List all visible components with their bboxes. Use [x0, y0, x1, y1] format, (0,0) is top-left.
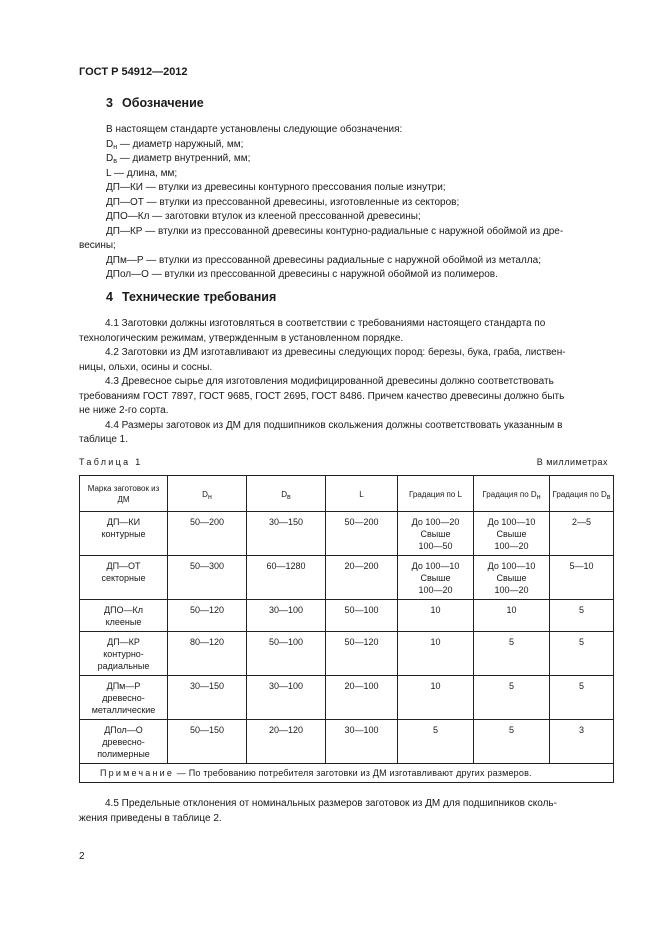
table-row [80, 512, 614, 556]
clause-4-5-line-1: 4.5 Предельные отклонения от номинальных размеров заготовок из ДМ для подшипников сколь- [105, 798, 557, 809]
cell-grad-d-outer: 5 [474, 632, 550, 676]
cell-grad-d-inner: 2—5 [550, 512, 614, 556]
clause-4-5-line-2: жения приведены в таблице 2. [79, 812, 222, 824]
clause-4-3-line-3: не ниже 2-го сорта. [79, 405, 169, 416]
cell-mark: ДПО—Кл клееные [80, 600, 168, 632]
cell-d-inner: 30—100 [247, 600, 326, 632]
section-3-heading [106, 96, 204, 110]
cell-grad-d-inner: 5—10 [550, 556, 614, 600]
header-grad-d-outer: Градация по $D_н$ [474, 476, 550, 512]
designation-d-inner: $D_в$ — диаметр внутренний, мм; [106, 153, 251, 165]
cell-d-inner: 30—100 [247, 676, 326, 720]
section-4-body [79, 317, 614, 448]
cell-grad-d-inner: 5 [550, 676, 614, 720]
table-header-row [80, 476, 614, 512]
cell-mark: ДПм—Р древесно- металлические [80, 676, 168, 720]
table-row [80, 600, 614, 632]
cell-grad-d-inner: 5 [550, 632, 614, 676]
clause-4-3-line-2: требованиям ГОСТ 7897, ГОСТ 9685, ГОСТ 2695, ГОСТ 8486. Причем качество древесины должно быть [79, 390, 565, 402]
cell-length: 50—200 [326, 512, 398, 556]
cell-grad-d-outer: До 100—10 Свыше 100—20 [474, 512, 550, 556]
table-note-row [80, 764, 614, 783]
cell-d-outer: 30—150 [168, 676, 247, 720]
cell-mark: ДПол—О древесно- полимерные [80, 720, 168, 764]
dimensions-table [79, 475, 614, 783]
cell-d-outer: 50—200 [168, 512, 247, 556]
section-3-number: 3 [106, 96, 113, 110]
designation-dp-ot: ДП—ОТ — втулки из прессованной древесины, изготовленные из секторов; [106, 196, 460, 208]
table-row [80, 632, 614, 676]
table-note [80, 764, 614, 783]
clause-4-5 [79, 797, 614, 826]
page-number: 2 [79, 851, 85, 862]
section-3-title: Обозначение [122, 96, 204, 110]
cell-d-inner: 60—1280 [247, 556, 326, 600]
header-mark: Марка заготовок из ДМ [80, 476, 168, 512]
header-grad-d-inner: Градация по $D_в$ [550, 476, 614, 512]
cell-mark: ДП—ОТ секторные [80, 556, 168, 600]
cell-grad-l: 5 [398, 720, 474, 764]
cell-grad-d-outer: До 100—10 Свыше 100—20 [474, 556, 550, 600]
cell-grad-d-outer: 5 [474, 720, 550, 764]
designation-dp-kr-continued: весины; [79, 240, 116, 251]
designation-dpo-kl: ДПО—Кл — заготовки втулок из клееной прессованной древесины; [106, 211, 421, 222]
cell-mark: ДП—КИ контурные [80, 512, 168, 556]
table-row [80, 720, 614, 764]
cell-grad-l: До 100—20 Свыше 100—50 [398, 512, 474, 556]
section-4-title: Технические требования [122, 290, 277, 304]
clause-4-1-line-2: технологическим режимам, утвержденным в установленном порядке. [79, 332, 404, 344]
cell-grad-d-outer: 5 [474, 676, 550, 720]
cell-grad-l: 10 [398, 600, 474, 632]
section-4-heading [106, 290, 276, 304]
designations-intro: В настоящем стандарте установлены следующие обозначения: [106, 124, 403, 135]
header-d-outer: $D_н$ [168, 476, 247, 512]
table-row [80, 676, 614, 720]
table-body [80, 512, 614, 764]
designations-list [79, 123, 614, 283]
note-text: — По требованию потребителя заготовки из ДМ изготавливают других размеров. [174, 768, 532, 778]
clause-4-1-line-1: 4.1 Заготовки должны изготовляться в соответствии с требованиями настоящего стандарта по [105, 318, 546, 329]
cell-length: 20—100 [326, 676, 398, 720]
clause-4-2-line-2: ницы, ольхи, осины и сосны. [79, 361, 213, 373]
standard-code: ГОСТ Р 54912—2012 [79, 66, 188, 78]
table-row [80, 556, 614, 600]
table-units: В миллиметрах [536, 457, 608, 467]
cell-length: 30—100 [326, 720, 398, 764]
cell-mark: ДП—КР контурно- радиальные [80, 632, 168, 676]
cell-length: 50—120 [326, 632, 398, 676]
section-4-number: 4 [106, 290, 113, 304]
designation-dp-ki: ДП—КИ — втулки из древесины контурного прессования полые изнутри; [106, 182, 446, 193]
cell-d-outer: 50—300 [168, 556, 247, 600]
cell-grad-d-outer: 10 [474, 600, 550, 632]
table-caption: Таблица 1 [79, 457, 143, 467]
cell-grad-l: 10 [398, 632, 474, 676]
cell-grad-l: До 100—10 Свыше 100—20 [398, 556, 474, 600]
cell-grad-d-inner: 5 [550, 600, 614, 632]
cell-d-inner: 50—100 [247, 632, 326, 676]
designation-d-outer: $D_н$ — диаметр наружный, мм; [106, 138, 244, 151]
header-grad-l: Градация по L [398, 476, 474, 512]
cell-d-outer: 50—150 [168, 720, 247, 764]
header-d-inner: $D_в$ [247, 476, 326, 512]
clause-4-3-line-1: 4.3 Древесное сырье для изготовления модифицированной древесины должно соответствовать [105, 376, 554, 387]
designation-dpm-r: ДПм—Р — втулки из прессованной древесины радиальные с наружной обоймой из металла; [106, 254, 541, 266]
note-label: Примечание [100, 768, 175, 778]
designation-dp-kr: ДП—КР — втулки из прессованной древесины контурно-радиальные с наружной обоймой из дре- [106, 225, 564, 237]
cell-grad-l: 10 [398, 676, 474, 720]
header-length: L [326, 476, 398, 512]
clause-4-2-line-1: 4.2 Заготовки из ДМ изготавливают из древесины следующих пород: березы, бука, граба, листвен- [105, 347, 566, 358]
cell-d-outer: 50—120 [168, 600, 247, 632]
designation-l: L — длина, мм; [106, 167, 178, 179]
cell-length: 50—100 [326, 600, 398, 632]
clause-4-4-line-2: таблице 1. [79, 434, 129, 445]
cell-grad-d-inner: 3 [550, 720, 614, 764]
cell-d-outer: 80—120 [168, 632, 247, 676]
designation-dpol-o: ДПол—О — втулки из прессованной древесины с наружной обоймой из полимеров. [106, 269, 498, 280]
cell-d-inner: 30—150 [247, 512, 326, 556]
cell-d-inner: 20—120 [247, 720, 326, 764]
clause-4-4-line-1: 4.4 Размеры заготовок из ДМ для подшипников скольжения должны соответствовать указанным в [105, 419, 563, 431]
cell-length: 20—200 [326, 556, 398, 600]
